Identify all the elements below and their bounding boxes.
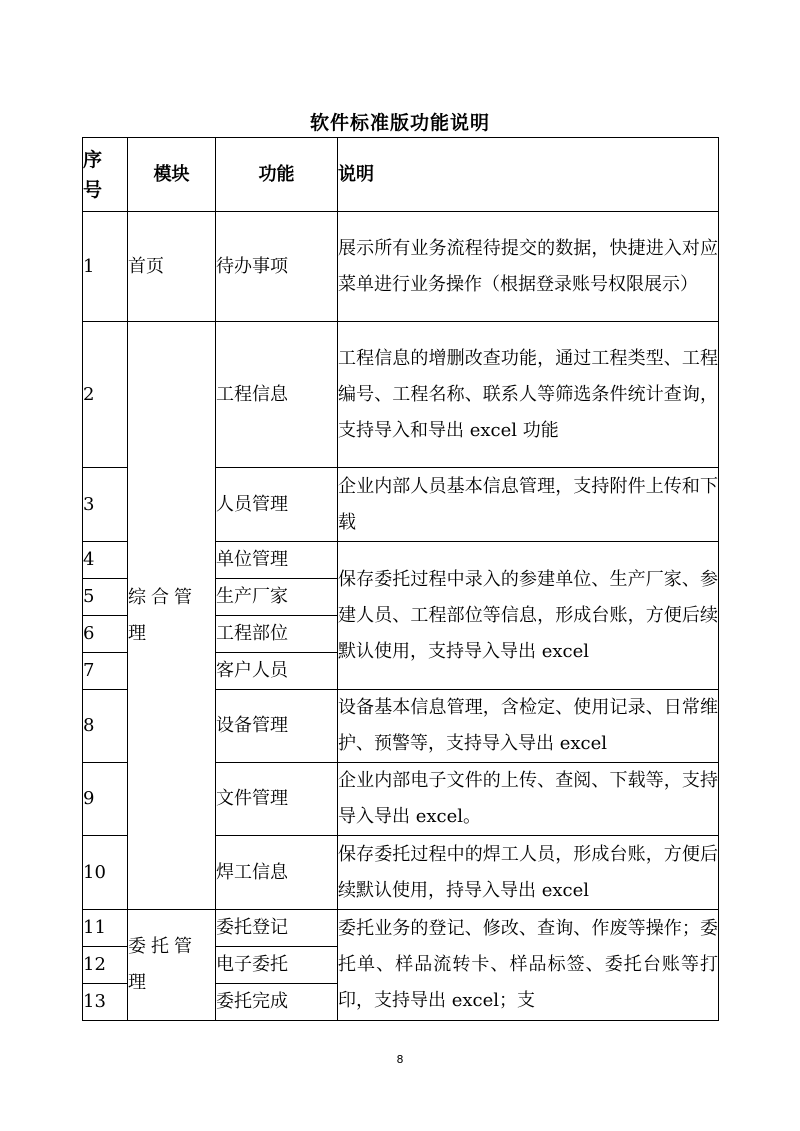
row-description: 工程信息的增删改查功能，通过工程类型、工程编号、工程名称、联系人等筛选条件统计查询，支持导入和导出 excel 功能	[338, 322, 719, 468]
row-index: 1	[83, 212, 128, 322]
header-description: 说明	[338, 138, 719, 212]
row-function: 文件管理	[216, 763, 338, 836]
row-index: 4	[83, 542, 128, 579]
table-row	[83, 910, 719, 947]
row-index: 11	[83, 910, 128, 947]
row-description: 企业内部电子文件的上传、查阅、下载等，支持导入导出 excel。	[338, 763, 719, 836]
row-module: 委托管理	[128, 910, 216, 1021]
row-function: 焊工信息	[216, 836, 338, 910]
table-row	[83, 212, 719, 322]
row-function: 设备管理	[216, 690, 338, 763]
row-index: 10	[83, 836, 128, 910]
row-function: 单位管理	[216, 542, 338, 579]
row-description: 设备基本信息管理，含检定、使用记录、日常维护、预警等，支持导入导出 excel	[338, 690, 719, 763]
function-spec-table	[82, 137, 719, 1021]
row-function: 工程信息	[216, 322, 338, 468]
row-description: 保存委托过程中的焊工人员，形成台账，方便后续默认使用，持导入导出 excel	[338, 836, 719, 910]
row-index: 12	[83, 947, 128, 984]
row-module: 首页	[128, 212, 216, 322]
row-function: 人员管理	[216, 468, 338, 542]
row-index: 13	[83, 984, 128, 1021]
row-description: 委托业务的登记、修改、查询、作废等操作；委托单、样品流转卡、样品标签、委托台账等打印，支持导出 excel；支	[338, 910, 719, 1021]
row-index: 5	[83, 579, 128, 616]
row-function: 工程部位	[216, 616, 338, 653]
row-index: 7	[83, 653, 128, 690]
row-function: 委托登记	[216, 910, 338, 947]
header-function: 功能	[216, 138, 338, 212]
row-function: 委托完成	[216, 984, 338, 1021]
header-module: 模块	[128, 138, 216, 212]
row-index: 3	[83, 468, 128, 542]
row-function: 生产厂家	[216, 579, 338, 616]
row-description: 展示所有业务流程待提交的数据，快捷进入对应菜单进行业务操作（根据登录账号权限展示）	[338, 212, 719, 322]
row-function: 待办事项	[216, 212, 338, 322]
row-function: 客户人员	[216, 653, 338, 690]
page-number: 8	[396, 1053, 404, 1066]
row-index: 9	[83, 763, 128, 836]
row-module: 综合管理	[128, 322, 216, 910]
table-header-row	[83, 138, 719, 212]
row-function: 电子委托	[216, 947, 338, 984]
row-description: 企业内部人员基本信息管理，支持附件上传和下载	[338, 468, 719, 542]
row-index: 6	[83, 616, 128, 653]
row-description: 保存委托过程中录入的参建单位、生产厂家、参建人员、工程部位等信息，形成台账，方便后续默认使用，支持导入导出 excel	[338, 542, 719, 690]
table-row	[83, 322, 719, 468]
row-index: 2	[83, 322, 128, 468]
header-index: 序号	[83, 138, 128, 212]
document-title: 软件标准版功能说明	[309, 112, 490, 134]
row-index: 8	[83, 690, 128, 763]
